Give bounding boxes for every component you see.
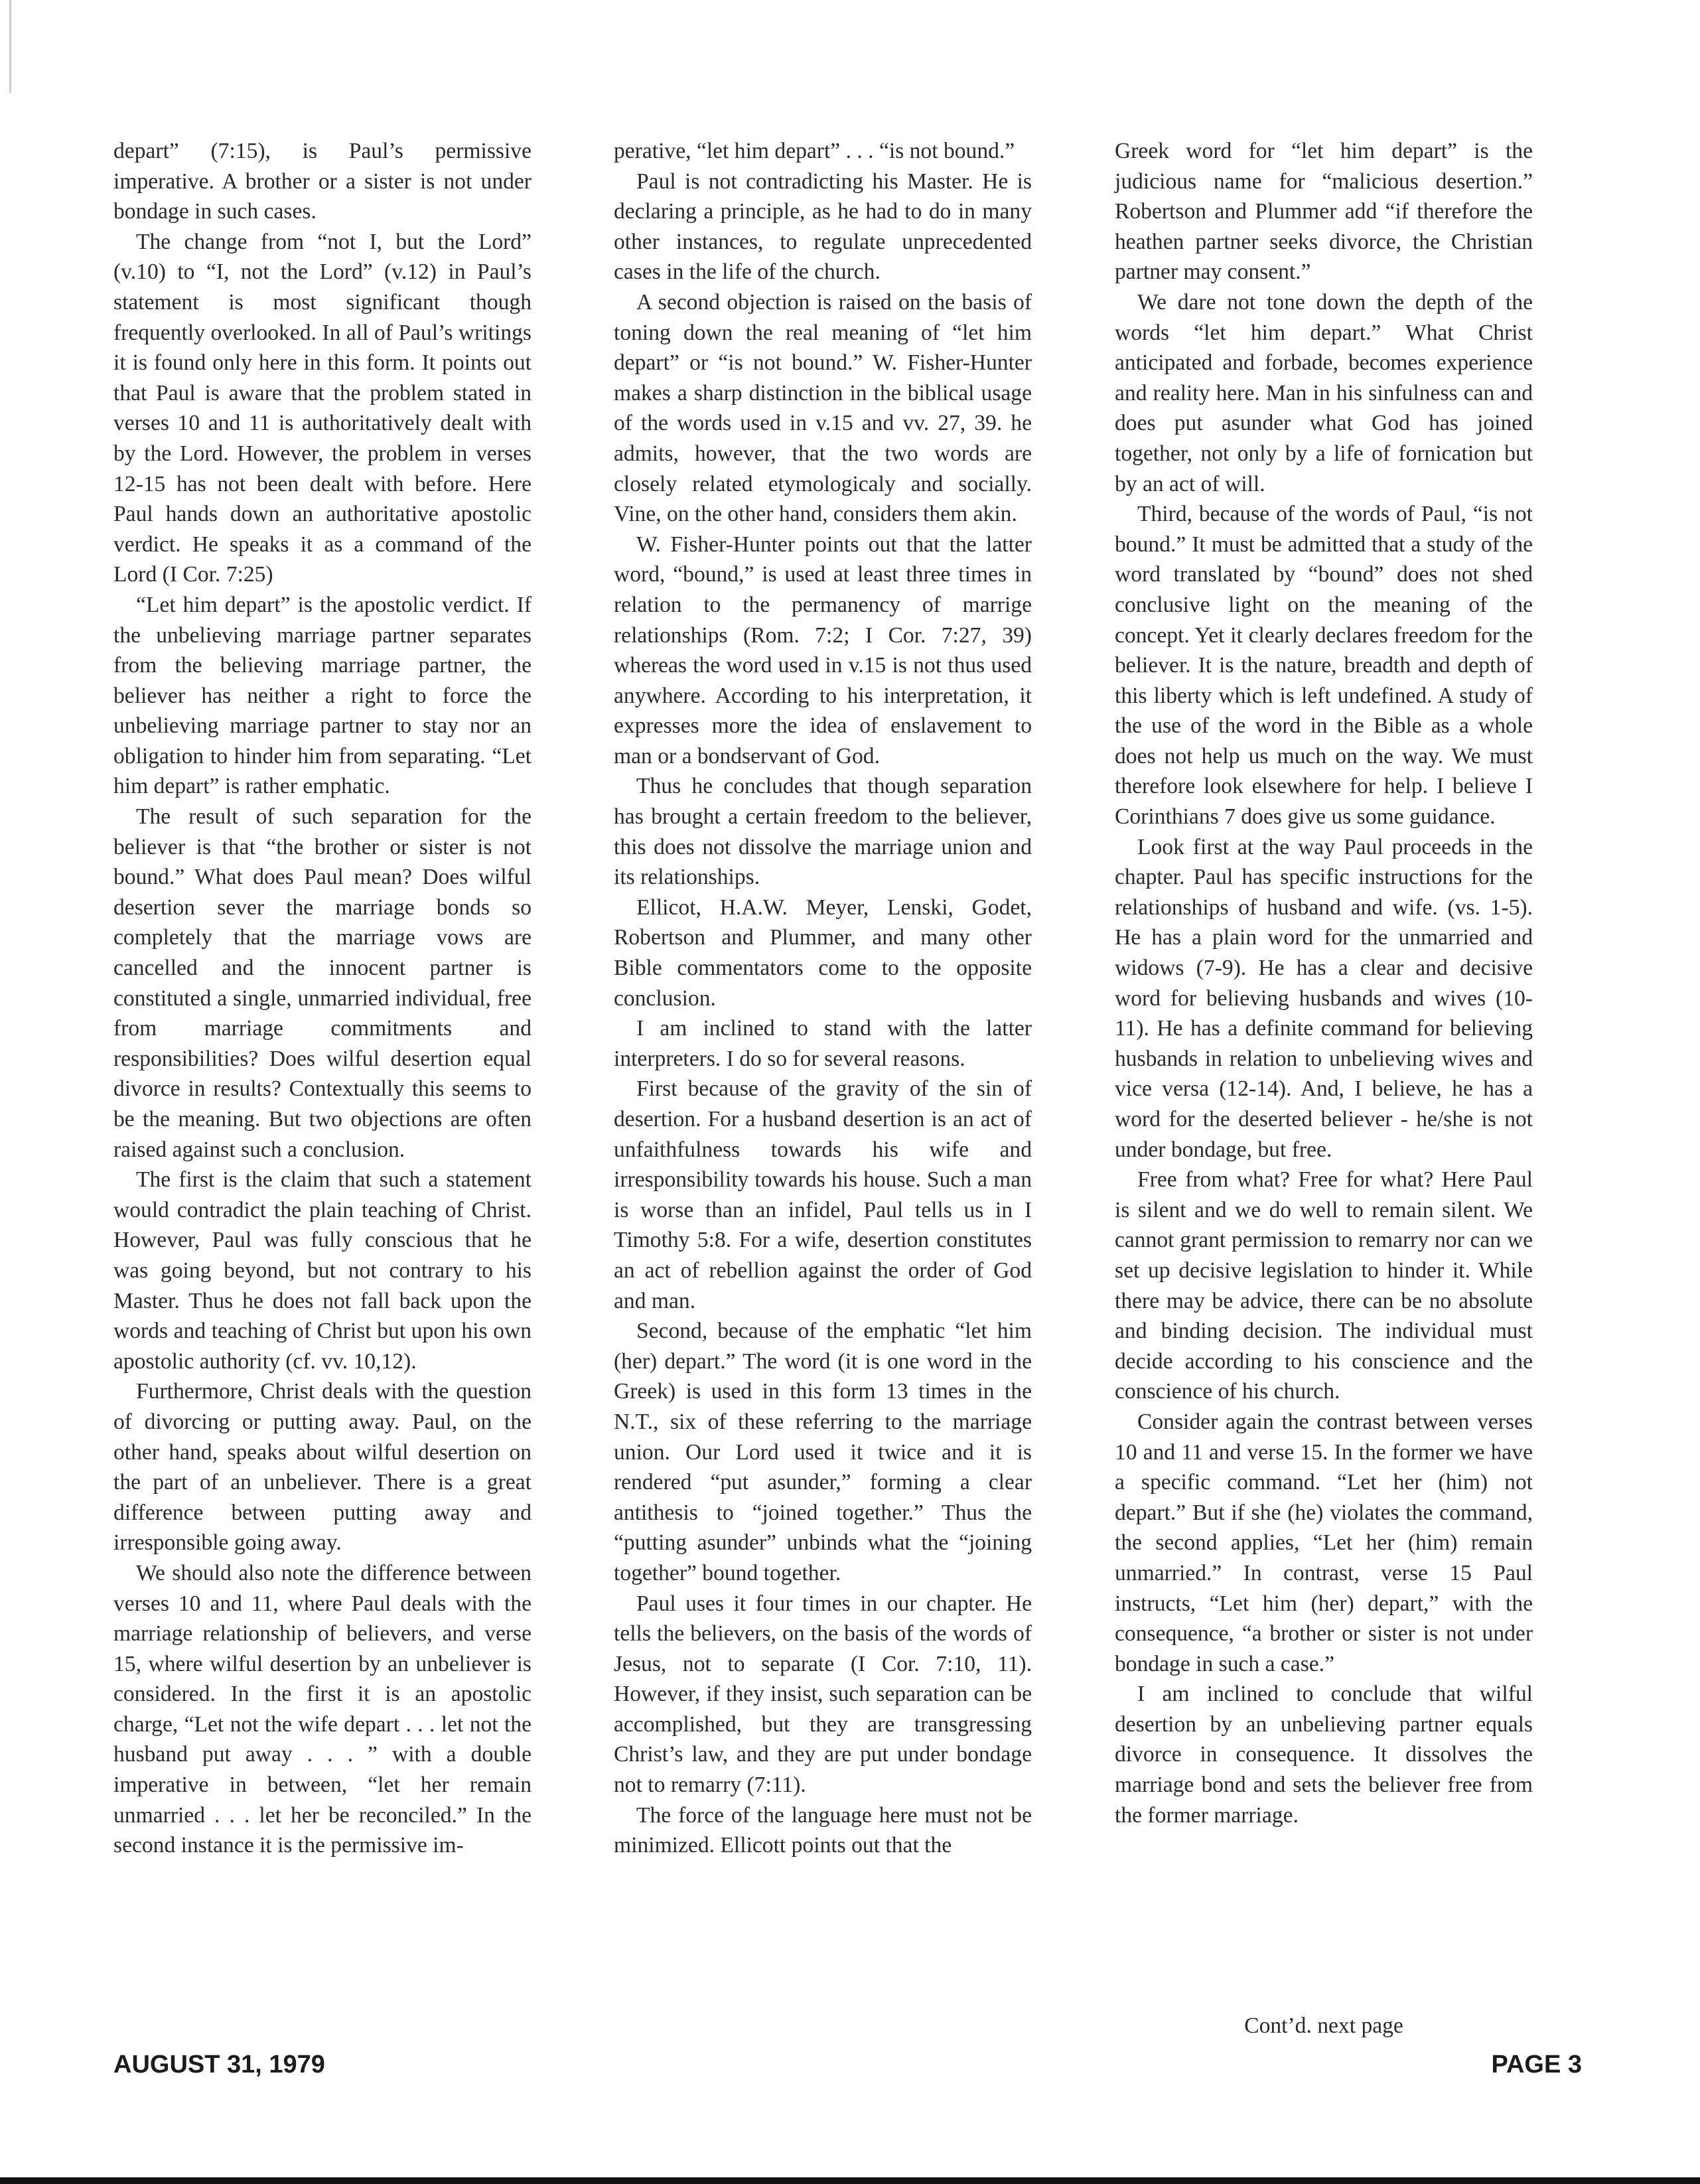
- paragraph: The force of the language here must not be minimized. Ellicott points out that the: [614, 1802, 1032, 1858]
- paragraph: Look first at the way Paul proceeds in the chapter. Paul has specific instructions for the relationships of husband and wife. (vs. 1-5). He has a plain word for the unmarried and widows (7-9). He has a clear and decisive word for believing husbands and wives (10-11). He has a definite command for believing husbands in relation to unbelieving wives and vice versa (12-14). And, I believe, he has a word for the deserted believer - he/she is not under bondage, but free.: [1115, 834, 1533, 1162]
- paragraph: We dare not tone down the depth of the words “let him depart.” What Christ anticipated and forbade, becomes experience and reality here. Man in his sinfulness can and does put asunder what God has joined together, not only by a life of fornication but by an act of will.: [1115, 289, 1533, 496]
- paragraph: First because of the gravity of the sin of desertion. For a husband desertion is an act of unfaithfulness towards his wife and irresponsibility towards his house. Such a man is worse than an infidel, Paul tells us in I Timothy 5:8. For a wife, desertion constitutes an act of rebellion against the order of God and man.: [614, 1076, 1032, 1313]
- footer-page-number: PAGE 3: [1491, 2051, 1582, 2078]
- paragraph: Consider again the contrast between verses 10 and 11 and verse 15. In the former we have a specific command. “Let her (him) not depart.” But if she (he) violates the command, the second applies, “Let her (him) remain unmarried.” In contrast, verse 15 Paul instructs, “Let him (her) depart,” with the consequence, “a brother or sister is not under bondage in such a case.”: [1115, 1409, 1533, 1676]
- scan-border: [0, 2177, 1700, 2184]
- paragraph: The change from “not I, but the Lord” (v.10) to “I, not the Lord” (v.12) in Paul’s statement is most significant though frequently overlooked. In all of Paul’s writings it is found only here in this form. It points out that Paul is aware that the problem stated in verses 10 and 11 is authoritatively dealt with by the Lord. However, the problem in verses 12-15 has not been dealt with before. Here Paul hands down an authoritative apostolic verdict. He speaks it as a command of the Lord (I Cor. 7:25): [113, 229, 531, 587]
- paragraph: A second objection is raised on the basis of toning down the real meaning of “let him depart” or “is not bound.” W. Fisher-Hunter makes a sharp distinction in the biblical usage of the words used in v.15 and vv. 27, 39. he admits, however, that the two words are closely related etymologicaly and socially. Vine, on the other hand, considers them akin.: [614, 289, 1032, 527]
- paragraph: Thus he concludes that though separation has brought a certain freedom to the believer, this does not dissolve the marriage union and its relationships.: [614, 774, 1032, 890]
- paragraph: Free from what? Free for what? Here Paul is silent and we do well to remain silent. We cannot grant permission to remarry nor can we set up decisive legislation to hinder it. While there may be advice, there can be no absolute and binding decision. The individual must decide according to his conscience and the conscience of his church.: [1115, 1167, 1533, 1404]
- paragraph: The first is the claim that such a statement would contradict the plain teaching of Christ. However, Paul was fully conscious that he was going beyond, but not contrary to his Master. Thus he does not fall back upon the words and teaching of Christ but upon his own apostolic authority (cf. vv. 10,12).: [113, 1167, 531, 1374]
- paragraph: “Let him depart” is the apostolic verdict. If the unbelieving marriage partner separates from the believing marriage partner, the believer has neither a right to force the unbelieving marriage partner to stay nor an obligation to hinder him from separating. “Let him depart” is rather emphatic.: [113, 592, 531, 799]
- paragraph: Greek word for “let him depart” is the judicious name for “malicious desertion.” Robertson and Plummer add “if therefore the heathen partner seeks divorce, the Christian partner may consent.”: [1115, 139, 1533, 285]
- paragraph: I am inclined to conclude that wilful desertion by an unbelieving partner equals divorce in consequence. It dissolves the marriage bond and sets the believer free from the former marriage.: [1115, 1682, 1533, 1828]
- paragraph: Ellicot, H.A.W. Meyer, Lenski, Godet, Robertson and Plummer, and many other Bible commentators come to the opposite conclusion.: [614, 895, 1032, 1011]
- paragraph: I am inclined to stand with the latter interpreters. I do so for several reasons.: [614, 1016, 1032, 1071]
- paragraph: depart” (7:15), is Paul’s permissive imperative. A brother or a sister is not under bondage in such cases.: [113, 139, 531, 224]
- paragraph: Third, because of the words of Paul, “is not bound.” It must be admitted that a study of the word translated by “bound” does not shed conclusive light on the meaning of the concept. Yet it clearly declares freedom for the believer. It is the nature, breadth and depth of this liberty which is left undefined. A study of the use of the word in the Bible as a whole does not help us much on the way. We must therefore look elsewhere for help. I believe I Corinthians 7 does give us some guidance.: [1115, 502, 1533, 830]
- paragraph: Second, because of the emphatic “let him (her) depart.” The word (it is one word in the Greek) is used in this form 13 times in the N.T., six of these referring to the marriage union. Our Lord used it twice and it is rendered “put asunder,” forming a clear antithesis to “joined together.” Thus the “putting asunder” unbinds what the “joining together” bound together.: [614, 1319, 1032, 1585]
- scan-edge: [9, 0, 11, 93]
- paragraph: perative, “let him depart” . . . “is not bound.”: [614, 139, 1015, 163]
- paragraph: W. Fisher-Hunter points out that the latter word, “bound,” is used at least three times in relation to the permanency of marrige relationships (Rom. 7:2; I Cor. 7:27, 39) whereas the word used in v.15 is not thus used anywhere. According to his interpretation, it expresses more the idea of enslavement to man or a bondservant of God.: [614, 532, 1032, 768]
- paragraph: Paul uses it four times in our chapter. He tells the believers, on the basis of the words of Jesus, not to separate (I Cor. 7:10, 11). However, if they insist, such separation can be accomplished, but they are transgressing Christ’s law, and they are put under bondage not to remarry (7:11).: [614, 1591, 1032, 1798]
- text-column-3: [1115, 136, 1533, 1830]
- paragraph: We should also note the difference between verses 10 and 11, where Paul deals with the marriage relationship of believers, and verse 15, where wilful desertion by an unbeliever is considered. In the first it is an apostolic charge, “Let not the wife depart . . . let not the husband put away . . . ” with a double imperative in between, “let her remain unmarried . . . let her be reconciled.” In the second instance it is the permissive im-: [113, 1560, 531, 1858]
- text-column-1: [113, 136, 531, 1861]
- paragraph: The result of such separation for the believer is that “the brother or sister is not bound.” What does Paul mean? Does wilful desertion sever the marriage bonds so completely that the marriage vows are cancelled and the innocent partner is constituted a single, unmarried individual, free from marriage commitments and responsibilities? Does wilful desertion equal divorce in results? Contextually this seems to be the meaning. But two objections are often raised against such a conclusion.: [113, 804, 531, 1162]
- footer-date: AUGUST 31, 1979: [113, 2051, 325, 2078]
- text-column-2: [614, 136, 1032, 1861]
- paragraph: Paul is not contradicting his Master. He is declaring a principle, as he had to do in many other instances, to regulate unprecedented cases in the life of the church.: [614, 169, 1032, 285]
- paragraph: Furthermore, Christ deals with the question of divorcing or putting away. Paul, on the other hand, speaks about wilful desertion on the part of an unbeliever. There is a great difference between putting away and irresponsible going away.: [113, 1379, 531, 1556]
- continued-note: Cont’d. next page: [1244, 2013, 1403, 2038]
